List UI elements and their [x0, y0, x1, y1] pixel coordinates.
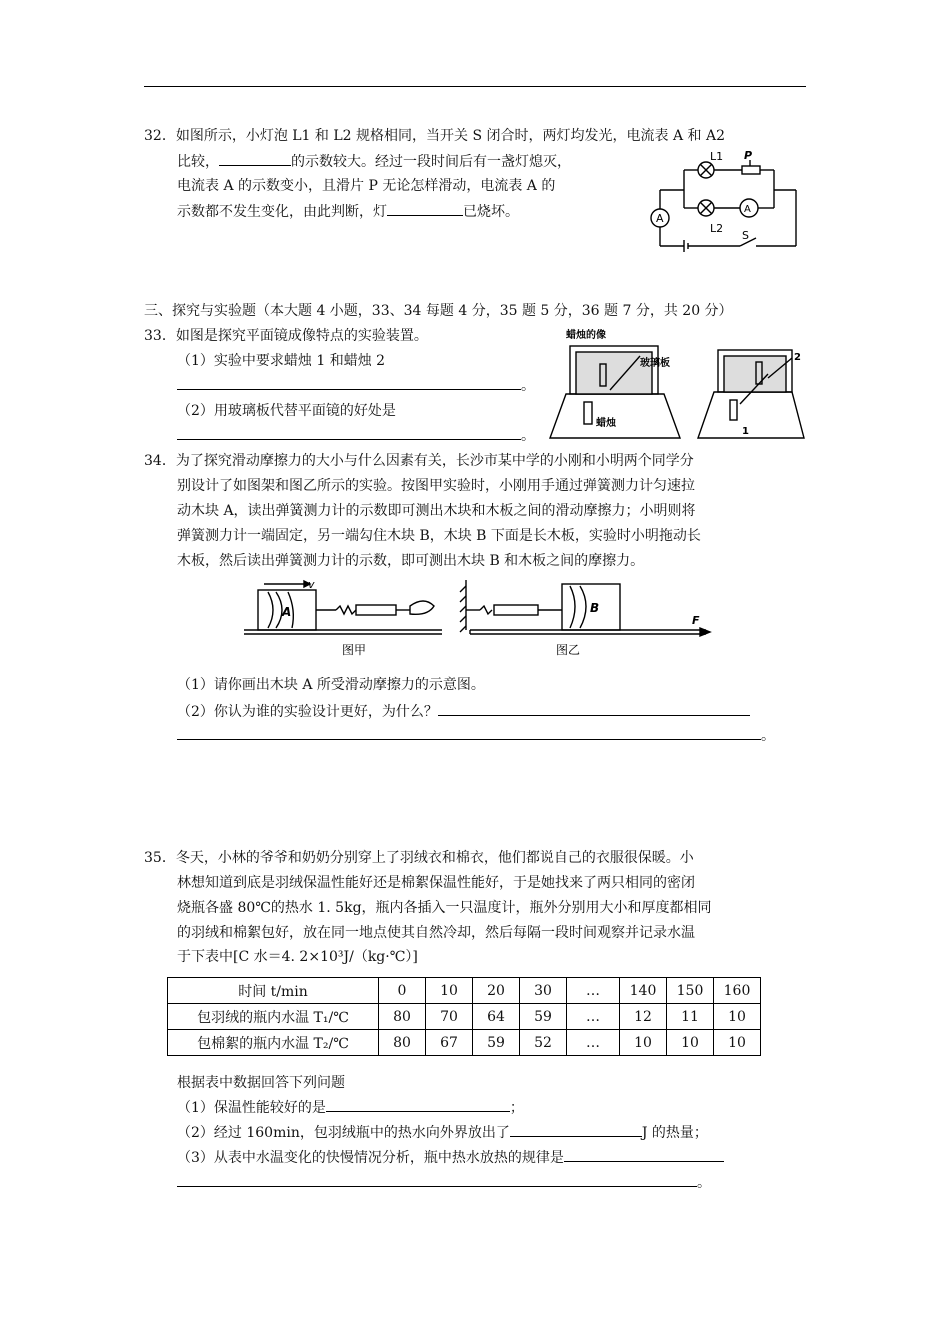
- q34-line-4: 弹簧测力计一端固定，另一端勾住木块 B，木块 B 下面是长木板，实验时小明拖动长: [177, 528, 701, 544]
- q35-blank-2[interactable]: [510, 1122, 642, 1137]
- q32-line-4-b: 已烧坏。: [463, 204, 519, 220]
- table-cell: 64: [473, 1004, 520, 1030]
- table-cell: 20: [473, 978, 520, 1004]
- q33-label-image: 蜡烛的像: [566, 330, 606, 341]
- q32-line-2-a: 比较，: [177, 154, 219, 170]
- q35-sub1-end: ；: [509, 1100, 524, 1116]
- header-rule: [144, 86, 806, 87]
- table-cell: 10: [426, 978, 473, 1004]
- table-cell: 0: [379, 978, 426, 1004]
- q35-line-3: 烧瓶各盛 80℃的热水 1. 5kg，瓶内各插入一只温度计，瓶外分别用大小和厚度都相同: [177, 900, 712, 916]
- q34-sub2-end: 。: [761, 728, 775, 744]
- q34-label-force-f: F: [692, 614, 700, 627]
- table-cell: 140: [620, 978, 667, 1004]
- table-cell: 12: [620, 1004, 667, 1030]
- q32-line-4: [177, 201, 519, 222]
- q34-line-2: 别设计了如图架和图乙所示的实验。按图甲实验时，小刚用手通过弹簧测力计匀速拉: [177, 478, 695, 494]
- q34-label-v: v: [308, 578, 315, 591]
- q35-sub2-text: （2）经过 160min，包羽绒瓶中的热水向外界放出了: [177, 1125, 510, 1141]
- q32-circuit-diagram: [644, 150, 804, 254]
- q32-line-3: 电流表 A 的示数变小，且滑片 P 无论怎样滑动，电流表 A 的: [177, 178, 556, 194]
- q33-label-glass: 玻璃板: [640, 358, 670, 369]
- q34-sub2: [177, 701, 750, 722]
- table-cell: 10: [714, 1004, 761, 1030]
- table-cell: 10: [714, 1030, 761, 1056]
- q32-label-l1: L1: [710, 150, 724, 163]
- q34-sub1: （1）请你画出木块 A 所受滑动摩擦力的示意图。: [177, 677, 485, 693]
- q33-mirror-figure-1: [548, 326, 684, 442]
- table-cell: 150: [667, 978, 714, 1004]
- table-cell: 59: [520, 1004, 567, 1030]
- table-cell: …: [567, 1030, 620, 1056]
- q34-line-5: 木板，然后读出弹簧测力计的示数，即可测出木块 B 和木板之间的摩擦力。: [177, 553, 645, 569]
- q35-line-4: 的羽绒和棉絮包好，放在同一地点使其自然冷却，然后每隔一段时间观察并记录水温: [177, 925, 695, 941]
- table-cell: …: [567, 1004, 620, 1030]
- table-cell: 30: [520, 978, 567, 1004]
- q33-stem: 33．如图是探究平面镜成像特点的实验装置。: [144, 328, 428, 344]
- q33-sub2-end: 。: [521, 428, 535, 444]
- q34-label-block-a: A: [282, 605, 292, 619]
- q34-caption-yi: 图乙: [556, 643, 581, 657]
- q32-label-s: S: [742, 229, 749, 242]
- q33-sub2: （2）用玻璃板代替平面镜的好处是: [177, 403, 396, 419]
- q32-line-2-b: 的示数较大。经过一段时间后有一盏灯熄灭，: [291, 154, 571, 170]
- q34-blank-2[interactable]: [177, 725, 761, 740]
- table-row: [168, 1004, 761, 1030]
- q35-sub3-answer: [177, 1172, 711, 1193]
- q35-answer-intro: 根据表中数据回答下列问题: [177, 1075, 345, 1091]
- q32-blank-2[interactable]: [387, 201, 463, 216]
- table-cell: 59: [473, 1030, 520, 1056]
- q35-sub2-end: J 的热量；: [641, 1125, 708, 1141]
- q35-blank-4[interactable]: [177, 1172, 697, 1187]
- q35-line-5: 于下表中[C 水＝4. 2×10³J/（kg·℃）]: [177, 949, 418, 965]
- q32-label-p: P: [744, 150, 753, 162]
- q33-label-2: 2: [794, 352, 801, 363]
- q32-line-2: [177, 151, 571, 172]
- q35-sub3-end: 。: [697, 1175, 711, 1191]
- q34-sub2-text: （2）你认为谁的实验设计更好，为什么？: [177, 704, 438, 720]
- q35-blank-3[interactable]: [564, 1147, 724, 1162]
- q33-sub1-end: 。: [521, 378, 535, 394]
- q32-blank-1[interactable]: [219, 151, 291, 166]
- table-cell: 时间 t/min: [168, 978, 379, 1004]
- table-row: [168, 1030, 761, 1056]
- table-cell: 80: [379, 1004, 426, 1030]
- table-cell: 11: [667, 1004, 714, 1030]
- q35-line-1: 35．冬天，小林的爷爷和奶奶分别穿上了羽绒衣和棉衣，他们都说自己的衣服很保暖。小: [144, 850, 694, 866]
- q33-sub1-answer: [177, 375, 535, 396]
- q33-mirror-figure-2: [696, 344, 808, 442]
- q35-blank-1[interactable]: [326, 1097, 510, 1112]
- table-cell: 52: [520, 1030, 567, 1056]
- table-cell: 70: [426, 1004, 473, 1030]
- q34-blank-1[interactable]: [438, 701, 750, 716]
- q34-label-block-b: B: [590, 601, 600, 615]
- table-cell: 包棉絮的瓶内水温 T₂/℃: [168, 1030, 379, 1056]
- table-row: [168, 978, 761, 1004]
- q34-line-1: 34．为了探究滑动摩擦力的大小与什么因素有关，长沙市某中学的小刚和小明两个同学分: [144, 453, 694, 469]
- table-cell: 10: [620, 1030, 667, 1056]
- q34-sub2-answer: [177, 725, 775, 746]
- q33-sub2-answer: [177, 425, 535, 446]
- table-cell: 67: [426, 1030, 473, 1056]
- q35-line-2: 林想知道到底是羽绒保温性能好还是棉絮保温性能好，于是她找来了两只相同的密闭: [177, 875, 695, 891]
- q35-sub3-text: （3）从表中水温变化的快慢情况分析，瓶中热水放热的规律是: [177, 1150, 564, 1166]
- q32-label-ammeter-a: A: [656, 212, 664, 225]
- table-cell: 160: [714, 978, 761, 1004]
- q33-label-1: 1: [742, 426, 749, 437]
- q32-label-ammeter-a2: A: [744, 204, 751, 215]
- table-cell: 包羽绒的瓶内水温 T₁/℃: [168, 1004, 379, 1030]
- q32-line-4-a: 示数都不发生变化，由此判断，灯: [177, 204, 387, 220]
- q33-blank-2[interactable]: [177, 425, 521, 440]
- q35-temperature-table: [167, 977, 761, 1056]
- table-cell: 10: [667, 1030, 714, 1056]
- table-cell: …: [567, 978, 620, 1004]
- q32-label-l2: L2: [710, 222, 724, 235]
- q35-sub3: [177, 1147, 724, 1168]
- table-cell: 80: [379, 1030, 426, 1056]
- q33-label-candle: 蜡烛: [596, 418, 616, 429]
- q35-sub1: [177, 1097, 524, 1118]
- q35-sub1-text: （1）保温性能较好的是: [177, 1100, 326, 1116]
- q35-sub2: [177, 1122, 708, 1143]
- q34-line-3: 动木块 A，读出弹簧测力计的示数即可测出木块和木板之间的滑动摩擦力；小明则将: [177, 503, 696, 519]
- q33-sub1: （1）实验中要求蜡烛 1 和蜡烛 2: [177, 353, 386, 369]
- q33-blank-1[interactable]: [177, 375, 521, 390]
- q34-friction-figures: [244, 578, 712, 658]
- section-3-title: 三、探究与实验题（本大题 4 小题，33、34 每题 4 分，35 题 5 分，36 题 7 分，共 20 分）: [144, 303, 733, 319]
- q32-line-1: 32．如图所示，小灯泡 L1 和 L2 规格相同，当开关 S 闭合时，两灯均发光，电流表 A 和 A2: [144, 128, 725, 144]
- q34-caption-jia: 图甲: [342, 643, 367, 657]
